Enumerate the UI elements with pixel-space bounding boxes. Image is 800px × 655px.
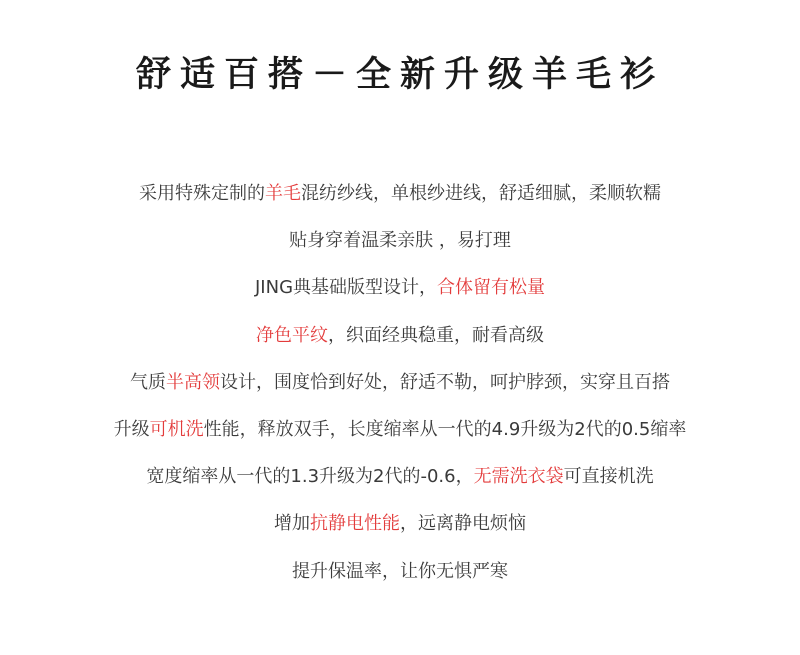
highlight-text: 合体留有松量 [437, 277, 546, 299]
highlight-text: 净色平纹 [256, 324, 328, 346]
feature-line [0, 170, 800, 217]
line-text: 增加 [274, 513, 310, 535]
line-text: 宽度缩率从一代的1.3升级为2代的-0.6， [146, 466, 474, 488]
line-text: ，远离静电烦恼 [400, 513, 526, 535]
highlight-text: 半高领 [166, 371, 220, 393]
page-title: 舒适百搭－全新升级羊毛衫 [135, 55, 664, 95]
highlight-text: 无需洗衣袋 [473, 466, 564, 488]
feature-line [0, 217, 800, 264]
feature-line [0, 453, 800, 500]
highlight-text: 可机洗 [149, 418, 204, 440]
feature-line [0, 406, 800, 453]
line-text: ，织面经典稳重，耐看高级 [328, 324, 544, 346]
line-text: 贴身穿着温柔亲肤 ，易打理 [289, 230, 511, 252]
highlight-text: 抗静电性能 [310, 513, 400, 535]
line-text: 设计，围度恰到好处，舒适不勒，呵护脖颈，实穿且百搭 [220, 371, 670, 393]
line-text: 可直接机洗 [563, 466, 654, 488]
feature-line [0, 500, 800, 547]
line-text: 性能，释放双手，长度缩率从一代的4.9升级为2代的0.5缩率 [203, 418, 687, 440]
feature-line [0, 359, 800, 406]
line-text: 提升保温率，让你无惧严寒 [292, 560, 508, 582]
line-text: JING典基础版型设计， [254, 277, 438, 299]
line-text: 采用特殊定制的 [139, 183, 265, 204]
feature-line [0, 264, 800, 311]
line-text: 混纺纱线，单根纱进线，舒适细腻，柔顺软糯 [301, 183, 661, 204]
highlight-text: 羊毛 [265, 183, 301, 204]
feature-line [0, 312, 800, 359]
feature-list [0, 170, 800, 595]
line-text: 升级 [113, 418, 150, 440]
feature-line [0, 548, 800, 595]
line-text: 气质 [130, 371, 166, 393]
